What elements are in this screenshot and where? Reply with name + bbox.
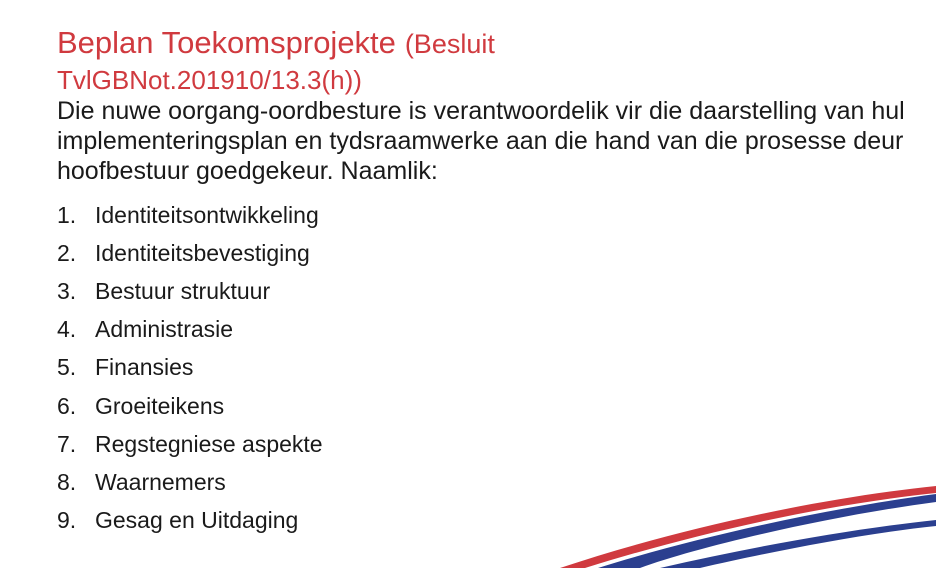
list-item-label: Waarnemers <box>95 468 226 495</box>
slide-title-line2: TvlGBNot.201910/13.3(h)) <box>57 65 362 95</box>
list-item-number: 7. <box>57 430 77 457</box>
swoosh-red-band <box>560 486 936 568</box>
list-item <box>57 425 323 463</box>
list-item-number: 4. <box>57 316 77 343</box>
swoosh-blue-band <box>598 494 936 568</box>
numbered-list <box>57 196 323 540</box>
list-item-label: Regstegniese aspekte <box>95 430 323 457</box>
slide-title-paren: (Besluit <box>404 29 495 59</box>
list-item-label: Identiteitsontwikkeling <box>95 201 319 228</box>
list-item <box>57 463 323 501</box>
list-item <box>57 387 323 425</box>
list-item-label: Bestuur struktuur <box>95 277 271 304</box>
list-item-number: 9. <box>57 507 77 534</box>
list-item <box>57 349 323 387</box>
list-item-label: Administrasie <box>95 316 234 343</box>
list-item <box>57 234 323 272</box>
list-item-label: Gesag en Uitdaging <box>95 507 299 534</box>
slide-title <box>57 24 917 98</box>
list-item-number: 6. <box>57 392 77 419</box>
list-item-label: Identiteitsbevestiging <box>95 239 310 266</box>
list-item-label: Finansies <box>95 354 194 381</box>
list-item-number: 2. <box>57 239 77 266</box>
list-item-number: 8. <box>57 468 77 495</box>
slide-title-main: Beplan Toekomsprojekte <box>57 25 396 60</box>
intro-paragraph: Die nuwe oorgang-oordbesture is verantwoordelik vir die daarstelling van hul implementeringsplan en tydsraamwerke aan die hand van die prosesse deur hoofbestuur goedgekeur. Naamlik: <box>57 97 905 185</box>
list-item-number: 5. <box>57 354 77 381</box>
swoosh-blue-lower <box>660 520 936 568</box>
list-item <box>57 272 323 310</box>
list-item-label: Groeiteikens <box>95 392 225 419</box>
list-item-number: 3. <box>57 277 77 304</box>
list-item <box>57 502 323 540</box>
list-item <box>57 196 323 234</box>
list-item-number: 1. <box>57 201 77 228</box>
list-item <box>57 311 323 349</box>
